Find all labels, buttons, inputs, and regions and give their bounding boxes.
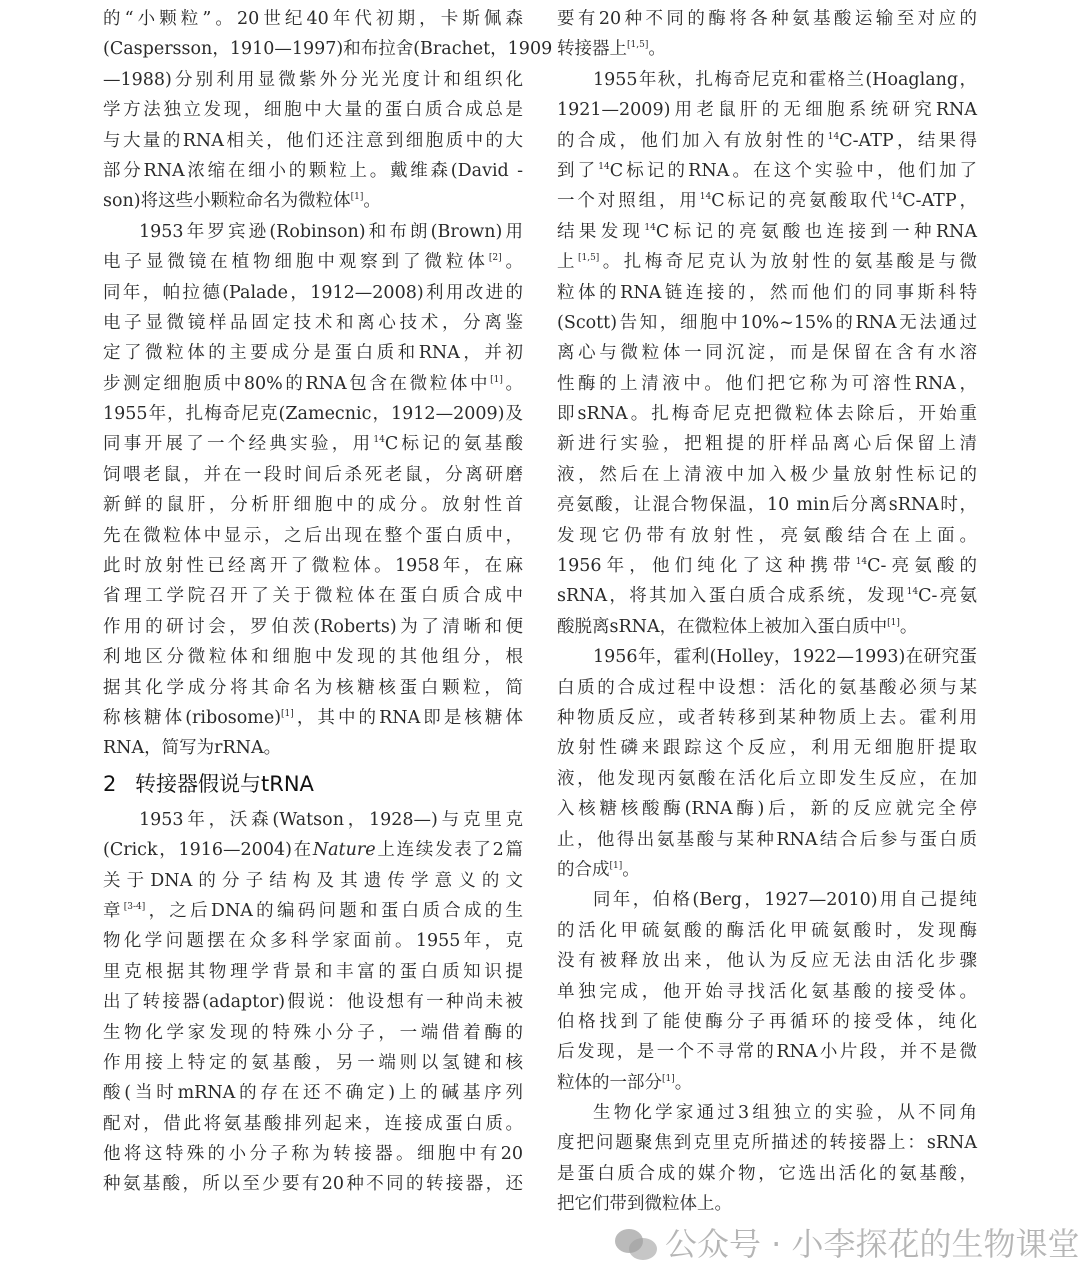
text-line: sRNA，将其加入蛋白质合成系统，发现$^{14}$C-亮氨 (557, 586, 977, 607)
text-line: 关于DNA的分子结构及其遗传学意义的文 (103, 870, 523, 891)
citation-superscript: [3-4] (123, 901, 146, 912)
text-line: son)将这些小颗粒命名为微粒体[1]。 (103, 191, 381, 212)
text-line: 亮氨酸，让混合物保温，10 min后分离sRNA时， (557, 495, 977, 516)
citation-superscript: [1] (490, 374, 503, 385)
text-line: 生物化学家发现的特殊小分子，一端借着酶的 (103, 1022, 523, 1043)
text-line: 种氨基酸，所以至少要有20种不同的转接器，还 (103, 1174, 523, 1195)
text-line: 把它们带到微粒体上。 (557, 1194, 732, 1215)
text-line: 物化学问题摆在众多科学家面前。1955年，克 (103, 931, 523, 952)
watermark (615, 1224, 1080, 1264)
text-line: 入核糖核酸酶(RNA酶)后，新的反应就完全停 (557, 799, 977, 820)
paragraph (103, 217, 523, 764)
text-line: 饲喂老鼠，并在一段时间后杀死老鼠，分离研磨 (103, 464, 523, 485)
text-line: 生物化学家通过3组独立的实验，从不同角 (593, 1103, 977, 1124)
text-line: 的合成[1]。 (557, 859, 640, 880)
citation-superscript: 14 (699, 192, 712, 203)
section-number: 2 (103, 771, 117, 796)
wechat-icon (615, 1227, 657, 1261)
citation-superscript: 14 (373, 435, 385, 446)
text-line: 作用接上特定的氨基酸，另一端则以氢键和核 (103, 1052, 523, 1073)
text-line: 放射性磷来跟踪这个反应，利用无细胞肝提取 (557, 738, 977, 759)
text-line: 省理工学院召开了关于微粒体在蛋白质合成中 (103, 586, 523, 607)
citation-superscript: 14 (890, 192, 903, 203)
text-line: 此时放射性已经离开了微粒体。1958年，在麻 (103, 556, 523, 577)
citation-superscript: 14 (906, 587, 919, 598)
text-line: 同事开展了一个经典实验，用$^{14}$C标记的氨基酸 (103, 434, 524, 455)
text-line: 里克根据其物理学背景和丰富的蛋白质知识提 (103, 961, 523, 982)
text-line: 到了$^{14}$C标记的RNA。在这个实验中，他们加了 (557, 160, 977, 181)
citation-superscript: [1] (609, 860, 623, 871)
citation-superscript: 14 (598, 161, 610, 172)
text-line: 新鲜的鼠肝，分析肝细胞中的成分。放射性首 (103, 495, 523, 516)
text-line: 出了转接器(adaptor)假说：他设想有一种尚未被 (103, 992, 523, 1013)
text-line: 的活化甲硫氨酸的酶活化甲硫氨酸时，发现酶 (557, 920, 977, 941)
text-line: 要有20种不同的酶将各种氨基酸运输至对应的 (557, 9, 977, 29)
section-heading (103, 762, 523, 806)
paragraph (557, 1098, 977, 1220)
text-line: 新进行实验，把粗提的肝样品离心后保留上清 (557, 434, 977, 455)
text-line: 章[3-4]，之后DNA的编码问题和蛋白质合成的生 (103, 900, 523, 921)
citation-superscript: [1] (887, 617, 900, 628)
text-line: 没有被释放出来，他认为反应无法由活化步骤 (557, 951, 977, 972)
text-line: 利地区分微粒体和细胞中发现的其他组分，根 (103, 647, 523, 668)
paragraph (103, 805, 523, 1200)
citation-superscript: [1] (281, 708, 294, 719)
left-column (103, 4, 553, 1200)
text-line: 的“小颗粒”。20世纪40年代初期，卡斯佩森 (103, 9, 523, 29)
text-line: 后发现，是一个不寻常的RNA小片段，并不是微 (557, 1042, 977, 1063)
text-line: 酸脱离sRNA，在微粒体上被加入蛋白质中[1]。 (557, 616, 918, 637)
text-line: 据其化学成分将其命名为核糖核蛋白颗粒，简 (103, 677, 523, 698)
text-line: 部分RNA浓缩在细小的颗粒上。戴维森(David - (103, 160, 523, 181)
citation-superscript: 14 (644, 222, 656, 233)
text-line: 粒体的一部分[1]。 (557, 1072, 693, 1093)
text-line: 学方法独立发现，细胞中大量的蛋白质合成总是 (103, 100, 523, 121)
citation-superscript: [2] (488, 253, 502, 264)
text-line: 同年，伯格(Berg，1927—2010)用自己提纯 (593, 890, 977, 911)
citation-superscript: [1] (662, 1073, 675, 1084)
text-line: 伯格找到了能使酶分子再循环的接受体，纯化 (557, 1011, 977, 1032)
text-line: 电子显微镜样品固定技术和离心技术，分离鉴 (103, 312, 523, 333)
citation-superscript: [1,5] (577, 253, 600, 264)
text-line: 液，他发现丙氨酸在活化后立即发生反应，在加 (557, 768, 977, 789)
citation-superscript: 14 (855, 557, 868, 568)
text-line: 度把问题聚焦到克里克所描述的转接器上：sRNA (557, 1133, 977, 1154)
text-line: 1955年秋，扎梅奇尼克和霍格兰(Hoaglang， (593, 69, 977, 90)
text-line: 1921—2009)用老鼠肝的无细胞系统研究RNA (557, 100, 977, 121)
text-line: 1953年，沃森(Watson，1928—)与克里克 (139, 809, 523, 830)
text-line: 电子显微镜在植物细胞中观察到了微粒体[2]。 (103, 252, 524, 273)
text-line: 1953年罗宾逊(Robinson)和布朗(Brown)用 (139, 221, 523, 242)
text-line: 配对，借此将氨基酸排列起来，连接成蛋白质。 (103, 1113, 523, 1134)
citation-superscript: 14 (827, 131, 840, 142)
text-line: 单独完成，他开始寻找活化氨基酸的接受体。 (557, 981, 977, 1002)
text-line: 定了微粒体的主要成分是蛋白质和RNA，并初 (103, 343, 523, 364)
text-line: 即sRNA。扎梅奇尼克把微粒体去除后，开始重 (557, 404, 977, 425)
text-line: —1988)分别利用显微紫外分光光度计和组织化 (103, 69, 523, 90)
paragraph (557, 4, 977, 65)
text-line: 先在微粒体中显示，之后出现在整个蛋白质中， (103, 525, 523, 546)
text-line: 结果发现$^{14}$C标记的亮氨酸也连接到一种RNA (557, 221, 977, 242)
text-line: RNA，简写为rRNA。 (103, 738, 282, 759)
text-line: 性酶的上清液中。他们把它称为可溶性RNA， (557, 373, 977, 394)
text-line: (Caspersson，1910—1997)和布拉舍(Brachet，1909 (103, 39, 553, 60)
text-line: 酸(当时mRNA的存在还不确定)上的碱基序列 (103, 1083, 523, 1104)
text-line: 是蛋白质合成的媒介物，它选出活化的氨基酸， (557, 1163, 977, 1184)
citation-superscript: [1,5] (627, 40, 649, 51)
italic-journal-name: Nature (312, 840, 376, 861)
text-line: 1955年，扎梅奇尼克(Zamecnic，1912—2009)及 (103, 404, 523, 425)
text-line: 离心与微粒体一同沉淀，而是保留在含有水溶 (557, 343, 977, 364)
text-line: 同年，帕拉德(Palade，1912—2008)利用改进的 (103, 282, 523, 303)
text-line: 1956年，他们纯化了这种携带$^{14}$C-亮氨酸的 (557, 556, 977, 577)
text-line: 作用的研讨会，罗伯茨(Roberts)为了清晰和便 (103, 616, 523, 637)
text-line: 液，然后在上清液中加入极少量放射性标记的 (557, 464, 977, 485)
text-line: 与大量的RNA相关，他们还注意到细胞质中的大 (103, 130, 523, 151)
right-column (557, 4, 977, 1220)
citation-superscript: [1] (350, 192, 364, 203)
paragraph (557, 65, 977, 642)
text-line: 粒体的RNA链连接的，然而他们的同事斯科特 (557, 282, 977, 303)
text-line: 发现它仍带有放射性，亮氨酸结合在上面。 (557, 525, 977, 546)
paragraph (557, 642, 977, 885)
text-line: (Scott)告知，细胞中10%~15%的RNA无法通过 (557, 312, 977, 333)
text-line: 转接器上[1,5]。 (557, 39, 666, 60)
text-line: 的合成，他们加入有放射性的$^{14}$C-ATP，结果得 (557, 130, 978, 151)
text-line: 1956年，霍利(Holley，1922—1993)在研究蛋 (593, 647, 977, 668)
text-line: 他将这特殊的小分子称为转接器。细胞中有20 (103, 1144, 523, 1165)
text-line: 止，他得出氨基酸与某种RNA结合后参与蛋白质 (557, 829, 977, 850)
section-title: 转接器假说与tRNA (135, 771, 314, 796)
watermark-text: 公众号 · 小李探花的生物课堂 (665, 1225, 1080, 1263)
text-line: 白质的合成过程中设想：活化的氨基酸必须与某 (557, 677, 977, 698)
text-line: 称核糖体(ribosome)[1]，其中的RNA即是核糖体 (103, 707, 523, 728)
text-line: 上[1,5]。扎梅奇尼克认为放射性的氨基酸是与微 (557, 252, 978, 273)
text-line: 一个对照组，用$^{14}$C标记的亮氨酸取代$^{14}$C-ATP， (557, 191, 978, 212)
text-line: 种物质反应，或者转移到某种物质上去。霍利用 (557, 707, 977, 728)
text-line: 步测定细胞质中80%的RNA包含在微粒体中[1]。 (103, 373, 523, 394)
text-line: (Crick，1916—2004)在Nature上连续发表了2篇 (103, 840, 523, 861)
paragraph (557, 885, 977, 1098)
paragraph (103, 4, 553, 217)
